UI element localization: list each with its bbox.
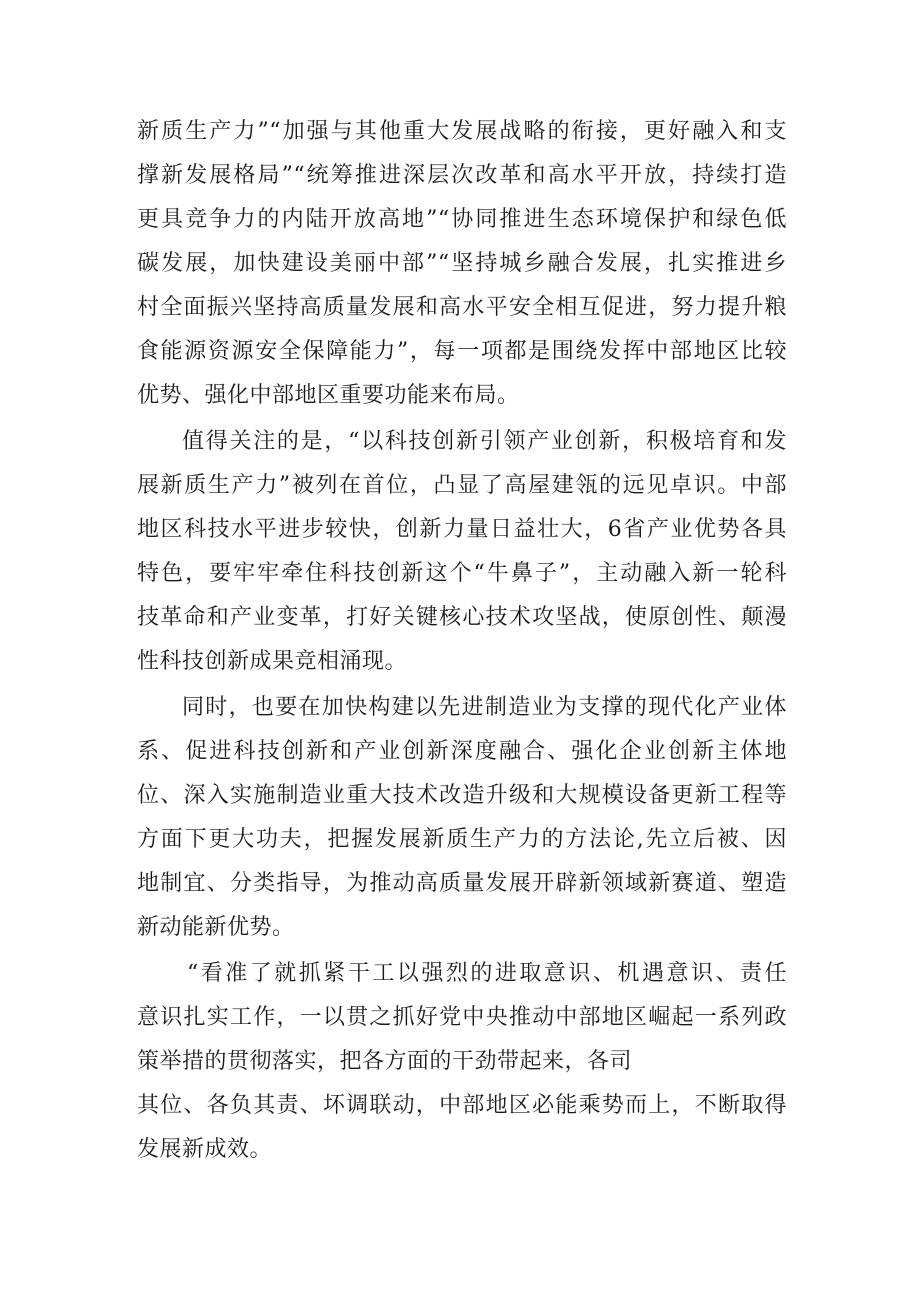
text-line: 其位、各负其责、坏调联动，中部地区必能乘势而上，不断取得 (137, 1093, 787, 1118)
text-line: 地制宜、分类指导，为推动高质量发展开辟新领域新赛道、塑造 (137, 871, 787, 896)
text-line: 值得关注的是，“以科技创新引领产业创新，积极培育和发 (182, 429, 787, 454)
text-line: 优势、强化中部地区重要功能来布局。 (137, 383, 520, 408)
text-line: 性科技创新成果竞相涌现。 (137, 649, 408, 674)
text-line: 新动能新优势。 (137, 915, 295, 940)
text-line: 技革命和产业变革，打好关键核心技术攻坚战，使原创性、颠漫 (137, 605, 787, 630)
text-line: 发展新成效。 (137, 1137, 273, 1162)
text-line: 新质生产力”“加强与其他重大发展战略的衔接，更好融入和支 (137, 119, 787, 144)
text-line: “看准了就抓紧干工以强烈的进取意识、机遇意识、责任 (187, 961, 787, 986)
text-line: 地区科技水平进步较快，创新力量日益壮大，6省产业优势各具 (137, 517, 787, 542)
text-line: 碳发展，加快建设美丽中部”“坚持城乡融合发展，扎实推进乡 (137, 251, 787, 276)
text-line: 村全面振兴坚持高质量发展和高水平安全相互促进，努力提升粮 (137, 295, 787, 320)
text-line: 方面下更大功夫，把握发展新质生产力的方法论,先立后被、因 (137, 827, 787, 852)
text-line: 展新质生产力”被列在首位，凸显了高屋建瓴的远见卓识。中部 (137, 473, 787, 498)
text-line: 位、深入实施制造业重大技术改造升级和大规模设备更新工程等 (137, 783, 787, 808)
text-line: 意识扎实工作，一以贯之抓好党中央推动中部地区崛起一系列政 (137, 1005, 787, 1030)
text-line: 系、促进科技创新和产业创新深度融合、强化企业创新主体地 (137, 739, 787, 764)
text-line: 特色，要牢牢牵住科技创新这个“牛鼻子”，主动融入新一轮科 (137, 561, 787, 586)
text-line: 更具竞争力的内陆开放高地”“协同推进生态环境保护和绿色低 (137, 207, 787, 232)
text-line: 撑新发展格局”“统筹推进深层次改革和高水平开放，持续打造 (137, 163, 787, 188)
text-line: 策举措的贯彻落实，把各方面的干劲带起来，各司 (137, 1049, 633, 1074)
text-line: 同时，也要在加快构建以先进制造业为支撑的现代化产业体 (182, 695, 787, 720)
text-line: 食能源资源安全保障能力”，每一项都是围绕发挥中部地区比较 (137, 339, 787, 364)
